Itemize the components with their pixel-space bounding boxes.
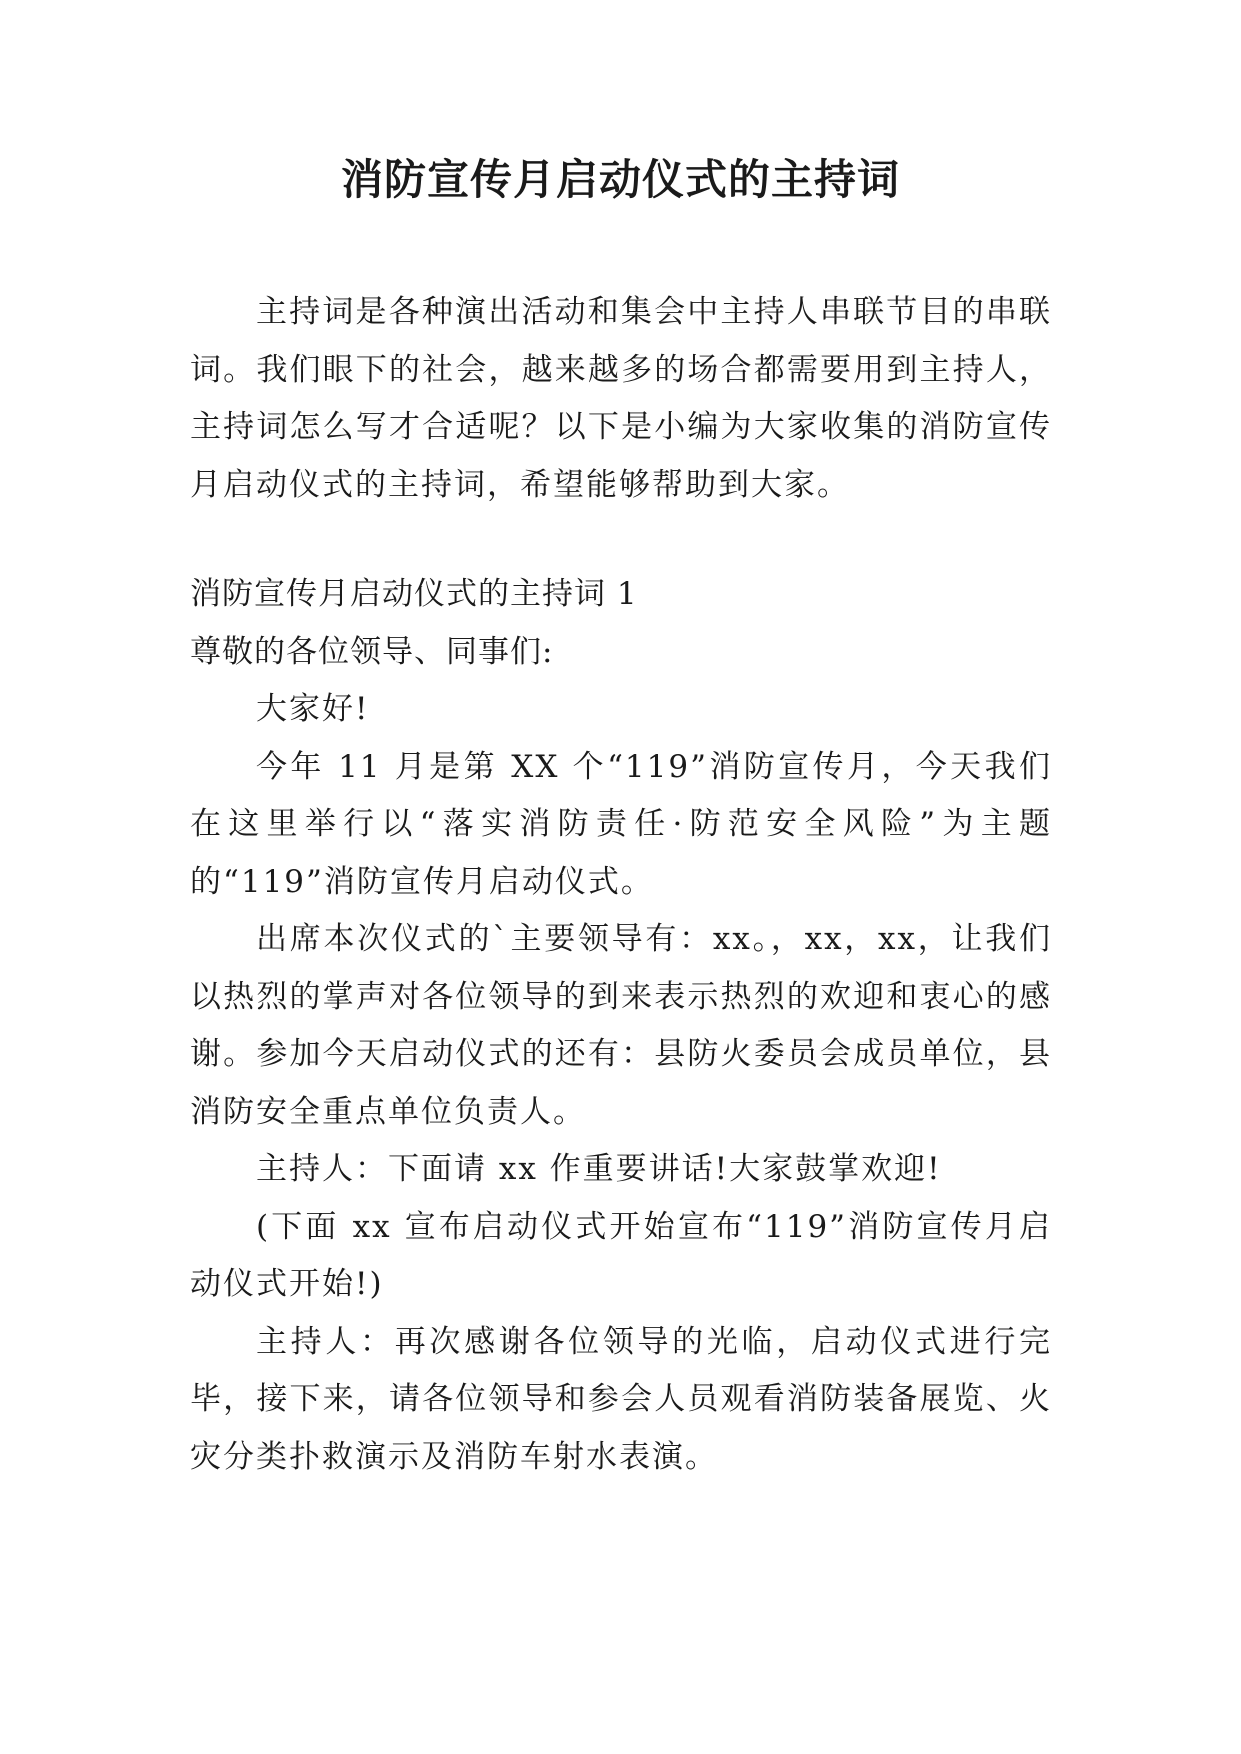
body-paragraph: (下面 xx 宣布启动仪式开始宣布“119”消防宣传月启动仪式开始!) bbox=[190, 1208, 1052, 1302]
section-heading: 消防宣传月启动仪式的主持词 1 bbox=[190, 576, 638, 612]
body-paragraph: 出席本次仪式的`主要领导有：xx。，xx，xx，让我们以热烈的掌声对各位领导的到来表示热烈的欢迎和衷心的感谢。参加今天启动仪式的还有：县防火委员会成员单位，县消防安全重点单位负责人。 bbox=[190, 921, 1052, 1130]
salutation: 尊敬的各位领导、同事们: bbox=[190, 633, 554, 670]
body-paragraph: 主持人：下面请 xx 作重要讲话!大家鼓掌欢迎! bbox=[256, 1151, 942, 1187]
greeting: 大家好! bbox=[256, 691, 370, 727]
body-paragraph: 主持人：再次感谢各位领导的光临，启动仪式进行完毕，接下来，请各位领导和参会人员观看消防装备展览、火灾分类扑救演示及消防车射水表演。 bbox=[190, 1323, 1052, 1475]
paragraph-gap bbox=[190, 514, 1052, 566]
body-paragraph: 今年 11 月是第 XX 个“119”消防宣传月，今天我们在这里举行以“落实消防责任·防范安全风险”为主题的“119”消防宣传月启动仪式。 bbox=[190, 748, 1052, 900]
document-title: 消防宣传月启动仪式的主持词 bbox=[340, 155, 900, 204]
intro-paragraph: 主持词是各种演出活动和集会中主持人串联节目的串联词。我们眼下的社会，越来越多的场合都需要用到主持人，主持词怎么写才合适呢？以下是小编为大家收集的消防宣传月启动仪式的主持词，希望能够帮助到大家。 bbox=[190, 294, 1052, 503]
document-body bbox=[190, 284, 1052, 1486]
